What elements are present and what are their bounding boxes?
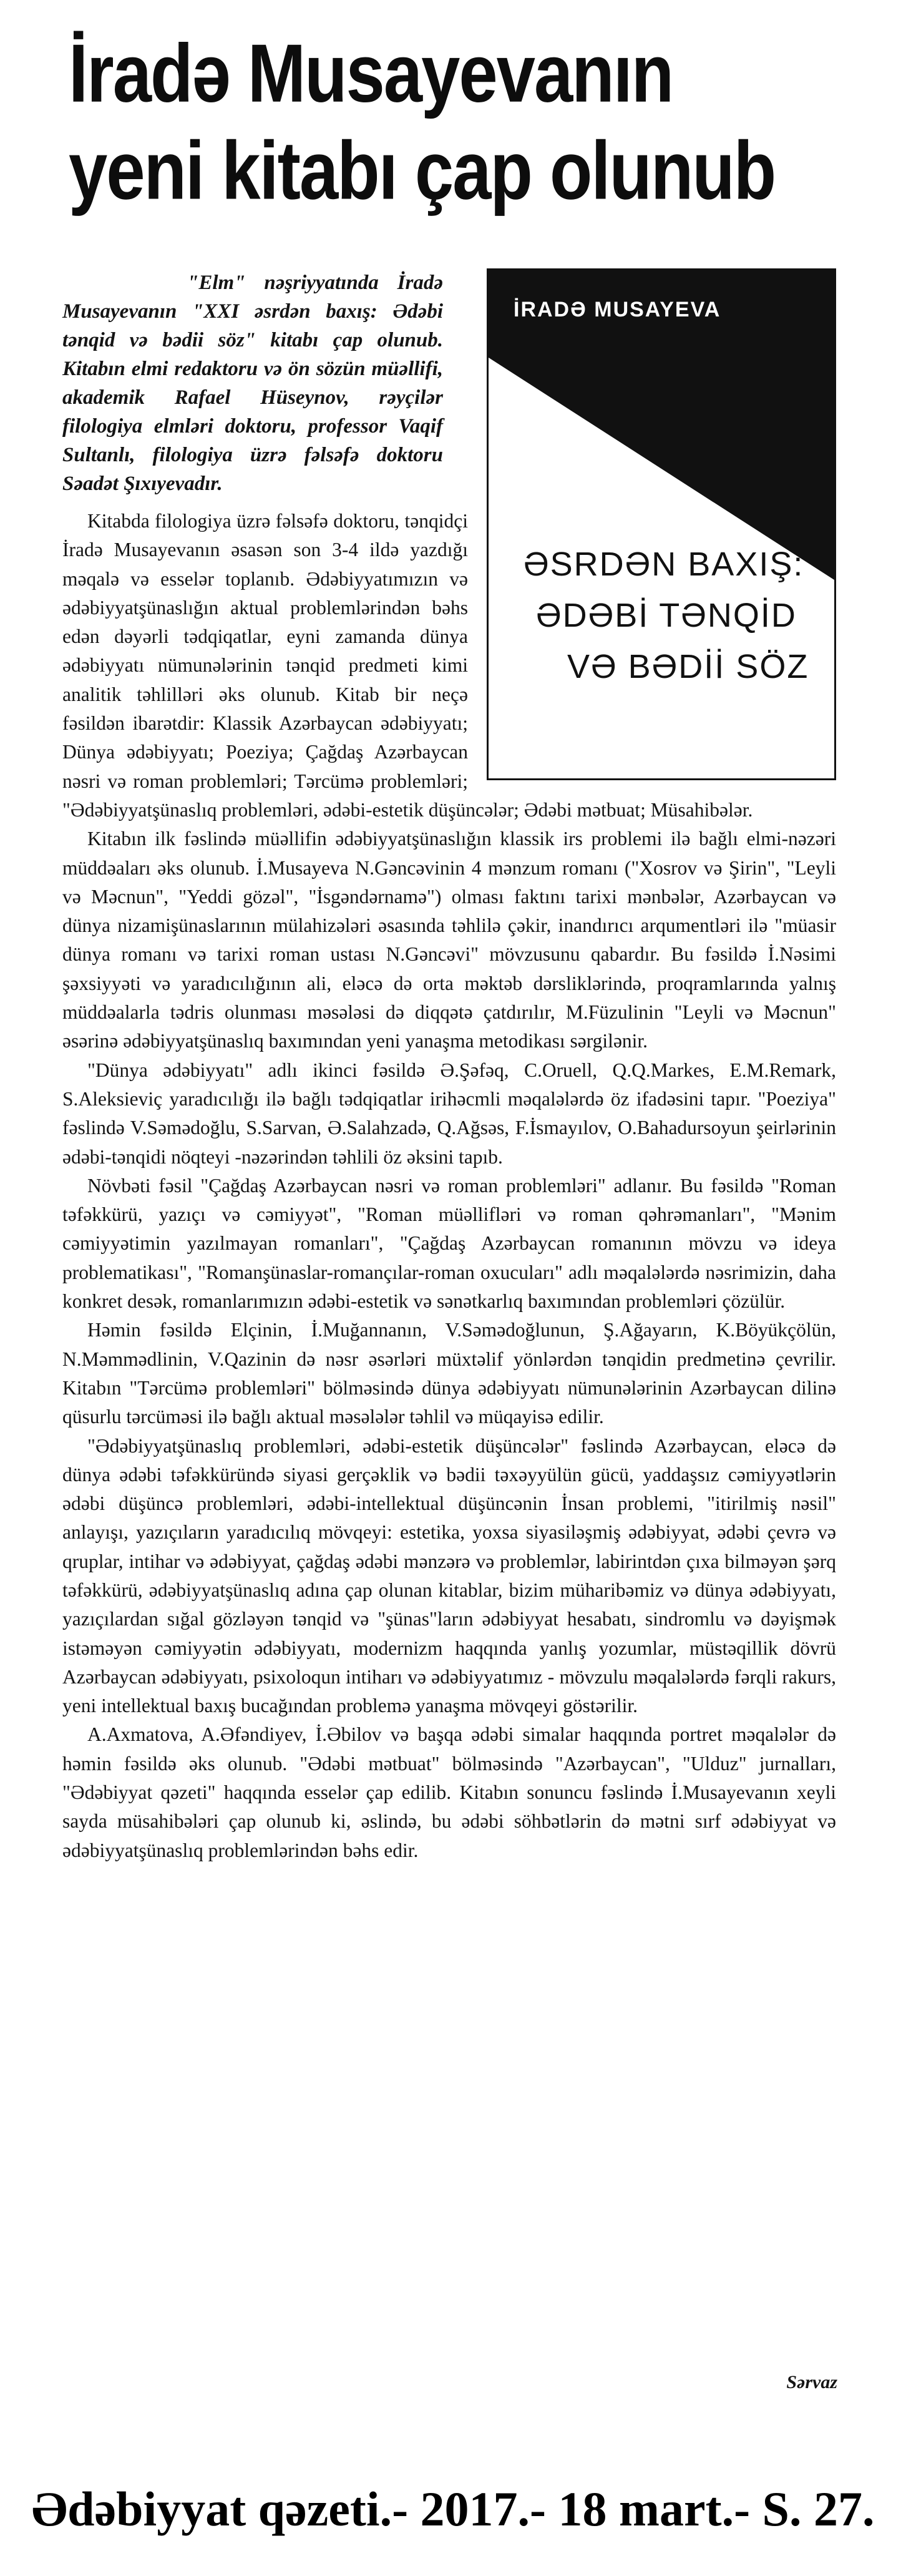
book-cover-author: İRADƏ MUSAYEVA (514, 298, 721, 321)
headline-line-1: İradə Musayevanın (69, 27, 673, 120)
book-cover-title-line-3: VƏ BƏDİİ SÖZ (567, 648, 809, 685)
publication-source: Ədəbiyyat qəzeti.- 2017.- 18 mart.- S. 27. (31, 2482, 875, 2536)
book-cover-title-line-2: ƏDƏBİ TƏNQİD (536, 597, 797, 634)
body-paragraph: Növbəti fəsil "Çağdaş Azərbaycan nəsri və roman problemləri" adlanır. Bu fəsildə "Roman təfəkkürü, yazıçı və cəmiyyət", "Roman müəllifləri və roman qəhrəmanları", "Mənim cəmiyyətimin yazılmayan romanları", "Çağdaş Azərbaycan romanının mövzu və ideya problematikası", "Romanşünaslar-romançılar-roman oxucuları" adlı məqalələrdə nəsrimizin, daha konkret desək, romanlarımızın ədəbi-estetik və sənətkarlıq baxımından problemləri çözülür. (62, 1174, 836, 1313)
body-paragraph: Kitabda filologiya üzrə fəlsəfə doktoru, tənqidçi İradə Musayevanın əsasən son 3-4 ildə yazdığı məqalə və esselər toplanıb. Ədəbiyyatımızın və ədəbiyyatşünaslığın aktual problemlərindən bəhs edən dəyərli tədqiqatlar, eyni zamanda dünya ədəbiyyatı nümunələrinin tənqid predmeti kimi analitik təhlilləri əks olunub. Kitab bir neçə fəsildən ibarətdir: Klassik Azərbaycan ədəbiyyatı; Dünya ədəbiyyatı; Poeziya; Çağdaş Azərbaycan nəsri və roman problemləri; Tərcümə problemləri; "Ədəbiyyatşünaslıq problemləri, ədəbi-estetik düşüncələr; Ədəbi mətbuat; Müsahibələr. (62, 510, 753, 821)
body-paragraph: A.Axmatova, A.Əfəndiyev, İ.Əbilov və başqa ədəbi simalar haqqında portret məqalələr də həmin fəsildə əks olunub. "Ədəbi mətbuat" bölməsində "Azərbaycan", "Ulduz" jurnalları, "Ədəbiyyat qəzeti" haqqında esselər çap edilib. Kitabın sonuncu fəslində İ.Musayevanın xeyli sayda müsahibələri çap olunub ki, əslində, bu ədəbi söhbətlərin də mətni sırf ədəbiyyat və ədəbiyyatşünaslıq problemlərindən bəhs edir. (62, 1723, 836, 1861)
article-body (62, 268, 836, 1865)
body-paragraph: Həmin fəsildə Elçinin, İ.Muğannanın, V.Səmədoğlunun, Ş.Ağayarın, K.Böyükçölün, N.Məmmədlinin, V.Qazinin də nəsr əsərləri müxtəlif yönlərdən tənqidin predmetinə çevrilir. Kitabın "Tərcümə problemləri" bölməsində dünya ədəbiyyatı nümunələrinin Azərbaycan dilinə qüsurlu tərcüməsi ilə bağlı aktual məsələlər təhlil və müqayisə edilir. (62, 1319, 836, 1428)
book-cover-graphic (489, 270, 836, 780)
body-paragraph: Kitabın ilk fəslində müəllifin ədəbiyyatşünaslığın klassik irs problemi ilə bağlı elmi-nəzəri müddəaları əks olunub. İ.Musayeva N.Gəncəvinin 4 mənzum romanı ("Xosrov və Şirin", "Leyli və Məcnun", "Yeddi gözəl", "İsgəndərnamə") olması faktını tarixi mənbələr, Azərbaycan və dünya nizamişünaslarının mülahizələri əsasında təhlilə çəkir, inandırıcı arqumentləri ilə "müasir dünya romanı və tarixi roman ustası N.Gəncəvi" mövzusunu qabardır. Bu fəsildə İ.Nəsimi şəxsiyyəti və yaradıcılığının ali, eləcə də orta məktəb dərsliklərində, proqramlarında yalnış müddəalarla tədris olunması məsələsi də diqqətə çatdırılır, M.Füzulinin "Leyli və Məcnun" əsərinə ədəbiyyatşünaslıq baxımından yeni yanaşma metodikası sərgilənir. (62, 828, 836, 1052)
book-cover-title (489, 539, 829, 692)
author-signature: Sərvaz (786, 2372, 837, 2392)
body-paragraph: "Ədəbiyyatşünaslıq problemləri, ədəbi-estetik düşüncələr" fəslində Azərbaycan, eləcə də dünya ədəbi təfəkküründə siyasi gerçəklik və bədii təxəyyülün gücü, yaddaşsız cəmiyyətlərin ədəbi düşüncə problemləri, ədəbi-intellektual düşüncənin İnsan problemi, "itirilmiş nəsil" anlayışı, yazıçıların yaradıcılıq mövqeyi: estetika, yoxsa siyasiləşmiş ədəbiyyat, ədəbi çevrə və qruplar, intihar və ədəbiyyat, çağdaş ədəbi mənzərə və problemlər, labirintdən çıxa bilməyən şərq təfəkkürü, ədəbiyyatşünaslıq adına çap olunan kitablar, bizim müharibəmiz və dünya ədəbiyyatı, yazıçılardan sığal gözləyən tənqid və "şünas"ların ədəbiyyat hesabatı, sindromlu və dəyişmək istəməyən cəmiyyətin ədəbiyyatı, modernizm haqqında yanlış yozumlar, müstəqillik dövrü Azərbaycan ədəbiyyatı, psixoloqun intiharı və ədəbiyyatımız - mövzulu məqalələrdə fərqli rakurs, yeni intellektual baxış bucağından problemə yanaşma mövqeyi göstərilir. (62, 1434, 836, 1717)
headline (69, 25, 849, 220)
headline-line-2: yeni kitabı çap olunub (69, 124, 776, 217)
lead-paragraph: "Elm" nəşriyyatında İradə Musayevanın "XXI əsrdən baxış: Ədəbi tənqid və bədii söz" kitabı çap olunub. Kitabın elmi redaktoru və ön sözün müəllifi, akademik Rafael Hüseynov, rəyçilər filologiya elmləri doktoru, professor Vaqif Sultanlı, filologiya üzrə fəlsəfə doktoru Səadət Şıxıyevadır. (62, 272, 443, 495)
book-cover-title-line-1: ƏSRDƏN BAXIŞ: (524, 546, 804, 583)
book-cover-image (487, 268, 836, 780)
body-paragraph: "Dünya ədəbiyyatı" adlı ikinci fəsildə Ə.Şəfəq, C.Oruell, Q.Q.Markes, E.M.Remark, S.Aleksieviç yaradıcılığı ilə bağlı tədqiqatlar irihəcmli məqalələrdə öz ifadəsini tapır. "Poeziya" fəslində V.Səmədoğlu, S.Sarvan, Ə.Salahzadə, Q.Ağsəs, F.İsmayılov, O.Bahadursoyun şeirlərinin ədəbi-tənqidi nöqteyi -nəzərindən təhlili öz əksini tapıb. (62, 1059, 836, 1168)
